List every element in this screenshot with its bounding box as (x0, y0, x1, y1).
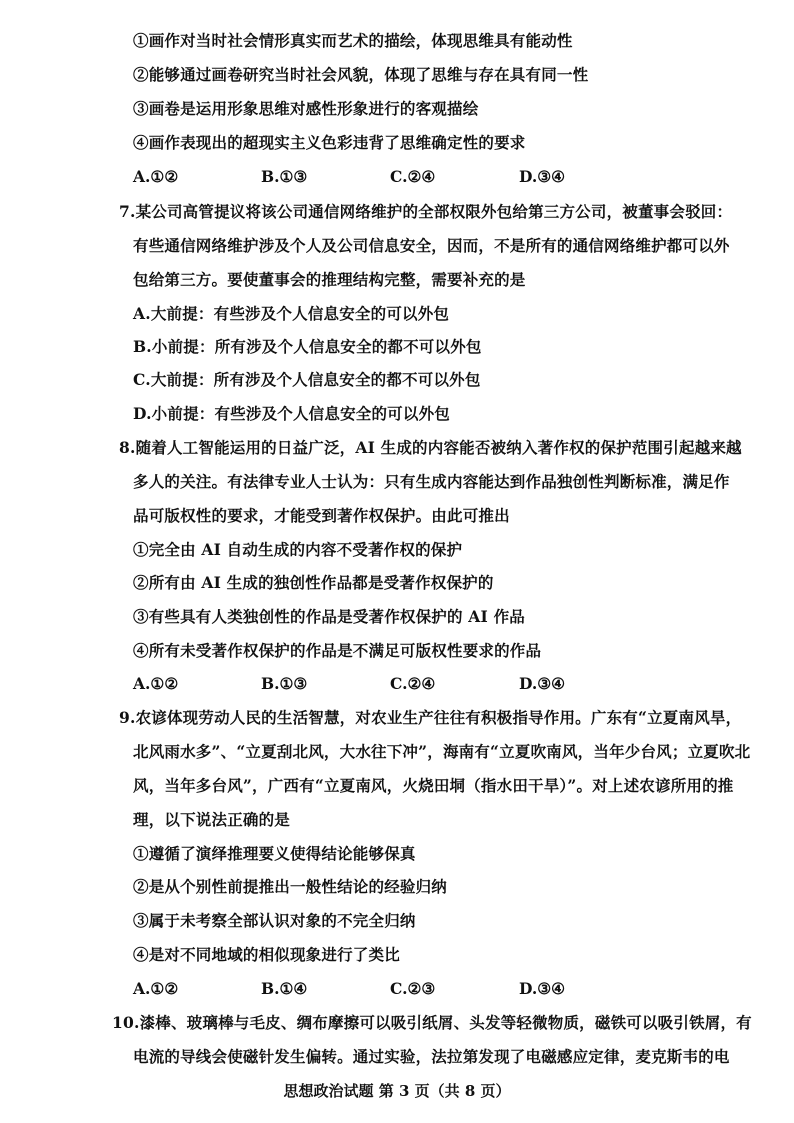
q7-option-c: C.大前提：所有涉及个人信息安全的都不可以外包 (133, 370, 481, 389)
q9-option-a: A.①② (133, 979, 179, 998)
q9-stem-line-4: 理，以下说法正确的是 (133, 810, 291, 829)
q8-statement-1: ①完全由 AI 自动生成的内容不受著作权的保护 (133, 540, 463, 559)
q7-option-b: B.小前提：所有涉及个人信息安全的都不可以外包 (133, 337, 482, 356)
q7-option-a: A.大前提：有些涉及个人信息安全的可以外包 (133, 304, 450, 323)
q8-option-b: B.①③ (261, 674, 308, 693)
q9-option-d: D.③④ (519, 979, 566, 998)
q8-statement-4: ④所有未受著作权保护的作品是不满足可版权性要求的作品 (133, 641, 542, 660)
q7-stem-line-1: 7.某公司高管提议将该公司通信网络维护的全部权限外包给第三方公司，被董事会驳回： (119, 202, 733, 221)
q10-stem-line-1: 10.漆棒、玻璃棒与毛皮、绸布摩擦可以吸引纸屑、头发等轻微物质，磁铁可以吸引铁屑，有 (112, 1013, 752, 1032)
q8-option-d: D.③④ (519, 674, 566, 693)
q6-option-c: C.②④ (390, 167, 436, 186)
q9-stem-line-1: 9.农谚体现劳动人民的生活智慧，对农业生产往往有积极指导作用。广东有“立夏南风旱， (119, 708, 742, 727)
q8-stem-line-1: 8.随着人工智能运用的日益广泛，AI 生成的内容能否被纳入著作权的保护范围引起越来越 (119, 438, 742, 457)
q8-statement-2: ②所有由 AI 生成的独创性作品都是受著作权保护的 (133, 573, 494, 592)
q7-option-d: D.小前提：有些涉及个人信息安全的可以外包 (133, 404, 450, 423)
q7-stem-line-2: 有些通信网络维护涉及个人及公司信息安全，因而，不是所有的通信网络维护都可以外 (133, 236, 730, 255)
q9-statement-3: ③属于未考察全部认识对象的不完全归纳 (133, 911, 416, 930)
q6-option-a: A.①② (133, 167, 179, 186)
q9-option-c: C.②③ (390, 979, 436, 998)
q6-statement-4: ④画作表现出的超现实主义色彩违背了思维确定性的要求 (133, 133, 526, 152)
q9-stem-line-2: 北风雨水多”、“立夏刮北风，大水往下冲”，海南有“立夏吹南风，当年少台风；立夏吹北 (133, 742, 751, 761)
q9-statement-1: ①遵循了演绎推理要义使得结论能够保真 (133, 844, 416, 863)
q8-option-a: A.①② (133, 674, 179, 693)
q6-statement-2: ②能够通过画卷研究当时社会风貌，体现了思维与存在具有同一性 (133, 65, 589, 84)
q7-stem-line-3: 包给第三方。要使董事会的推理结构完整，需要补充的是 (133, 270, 526, 289)
q8-stem-line-3: 品可版权性的要求，才能受到著作权保护。由此可推出 (133, 506, 510, 525)
q6-option-d: D.③④ (519, 167, 566, 186)
q9-statement-4: ④是对不同地域的相似现象进行了类比 (133, 945, 400, 964)
q6-statement-1: ①画作对当时社会情形真实而艺术的描绘，体现思维具有能动性 (133, 31, 573, 50)
q6-option-b: B.①③ (261, 167, 308, 186)
q9-option-b: B.①④ (261, 979, 308, 998)
q8-stem-line-2: 多人的关注。有法律专业人士认为：只有生成内容能达到作品独创性判断标准，满足作 (133, 472, 730, 491)
q6-statement-3: ③画卷是运用形象思维对感性形象进行的客观描绘 (133, 99, 479, 118)
q9-statement-2: ②是从个别性前提推出一般性结论的经验归纳 (133, 877, 448, 896)
q10-stem-line-2: 电流的导线会使磁针发生偏转。通过实验，法拉第发现了电磁感应定律，麦克斯韦的电 (133, 1047, 730, 1066)
page-footer: 思想政治试题 第 3 页（共 8 页） (283, 1082, 511, 1100)
q9-stem-line-3: 风，当年多台风”，广西有“立夏南风，火烧田垌（指水田干旱）”。对上述农谚所用的推 (133, 776, 734, 795)
q8-statement-3: ③有些具有人类独创性的作品是受著作权保护的 AI 作品 (133, 607, 525, 626)
q8-option-c: C.②④ (390, 674, 436, 693)
